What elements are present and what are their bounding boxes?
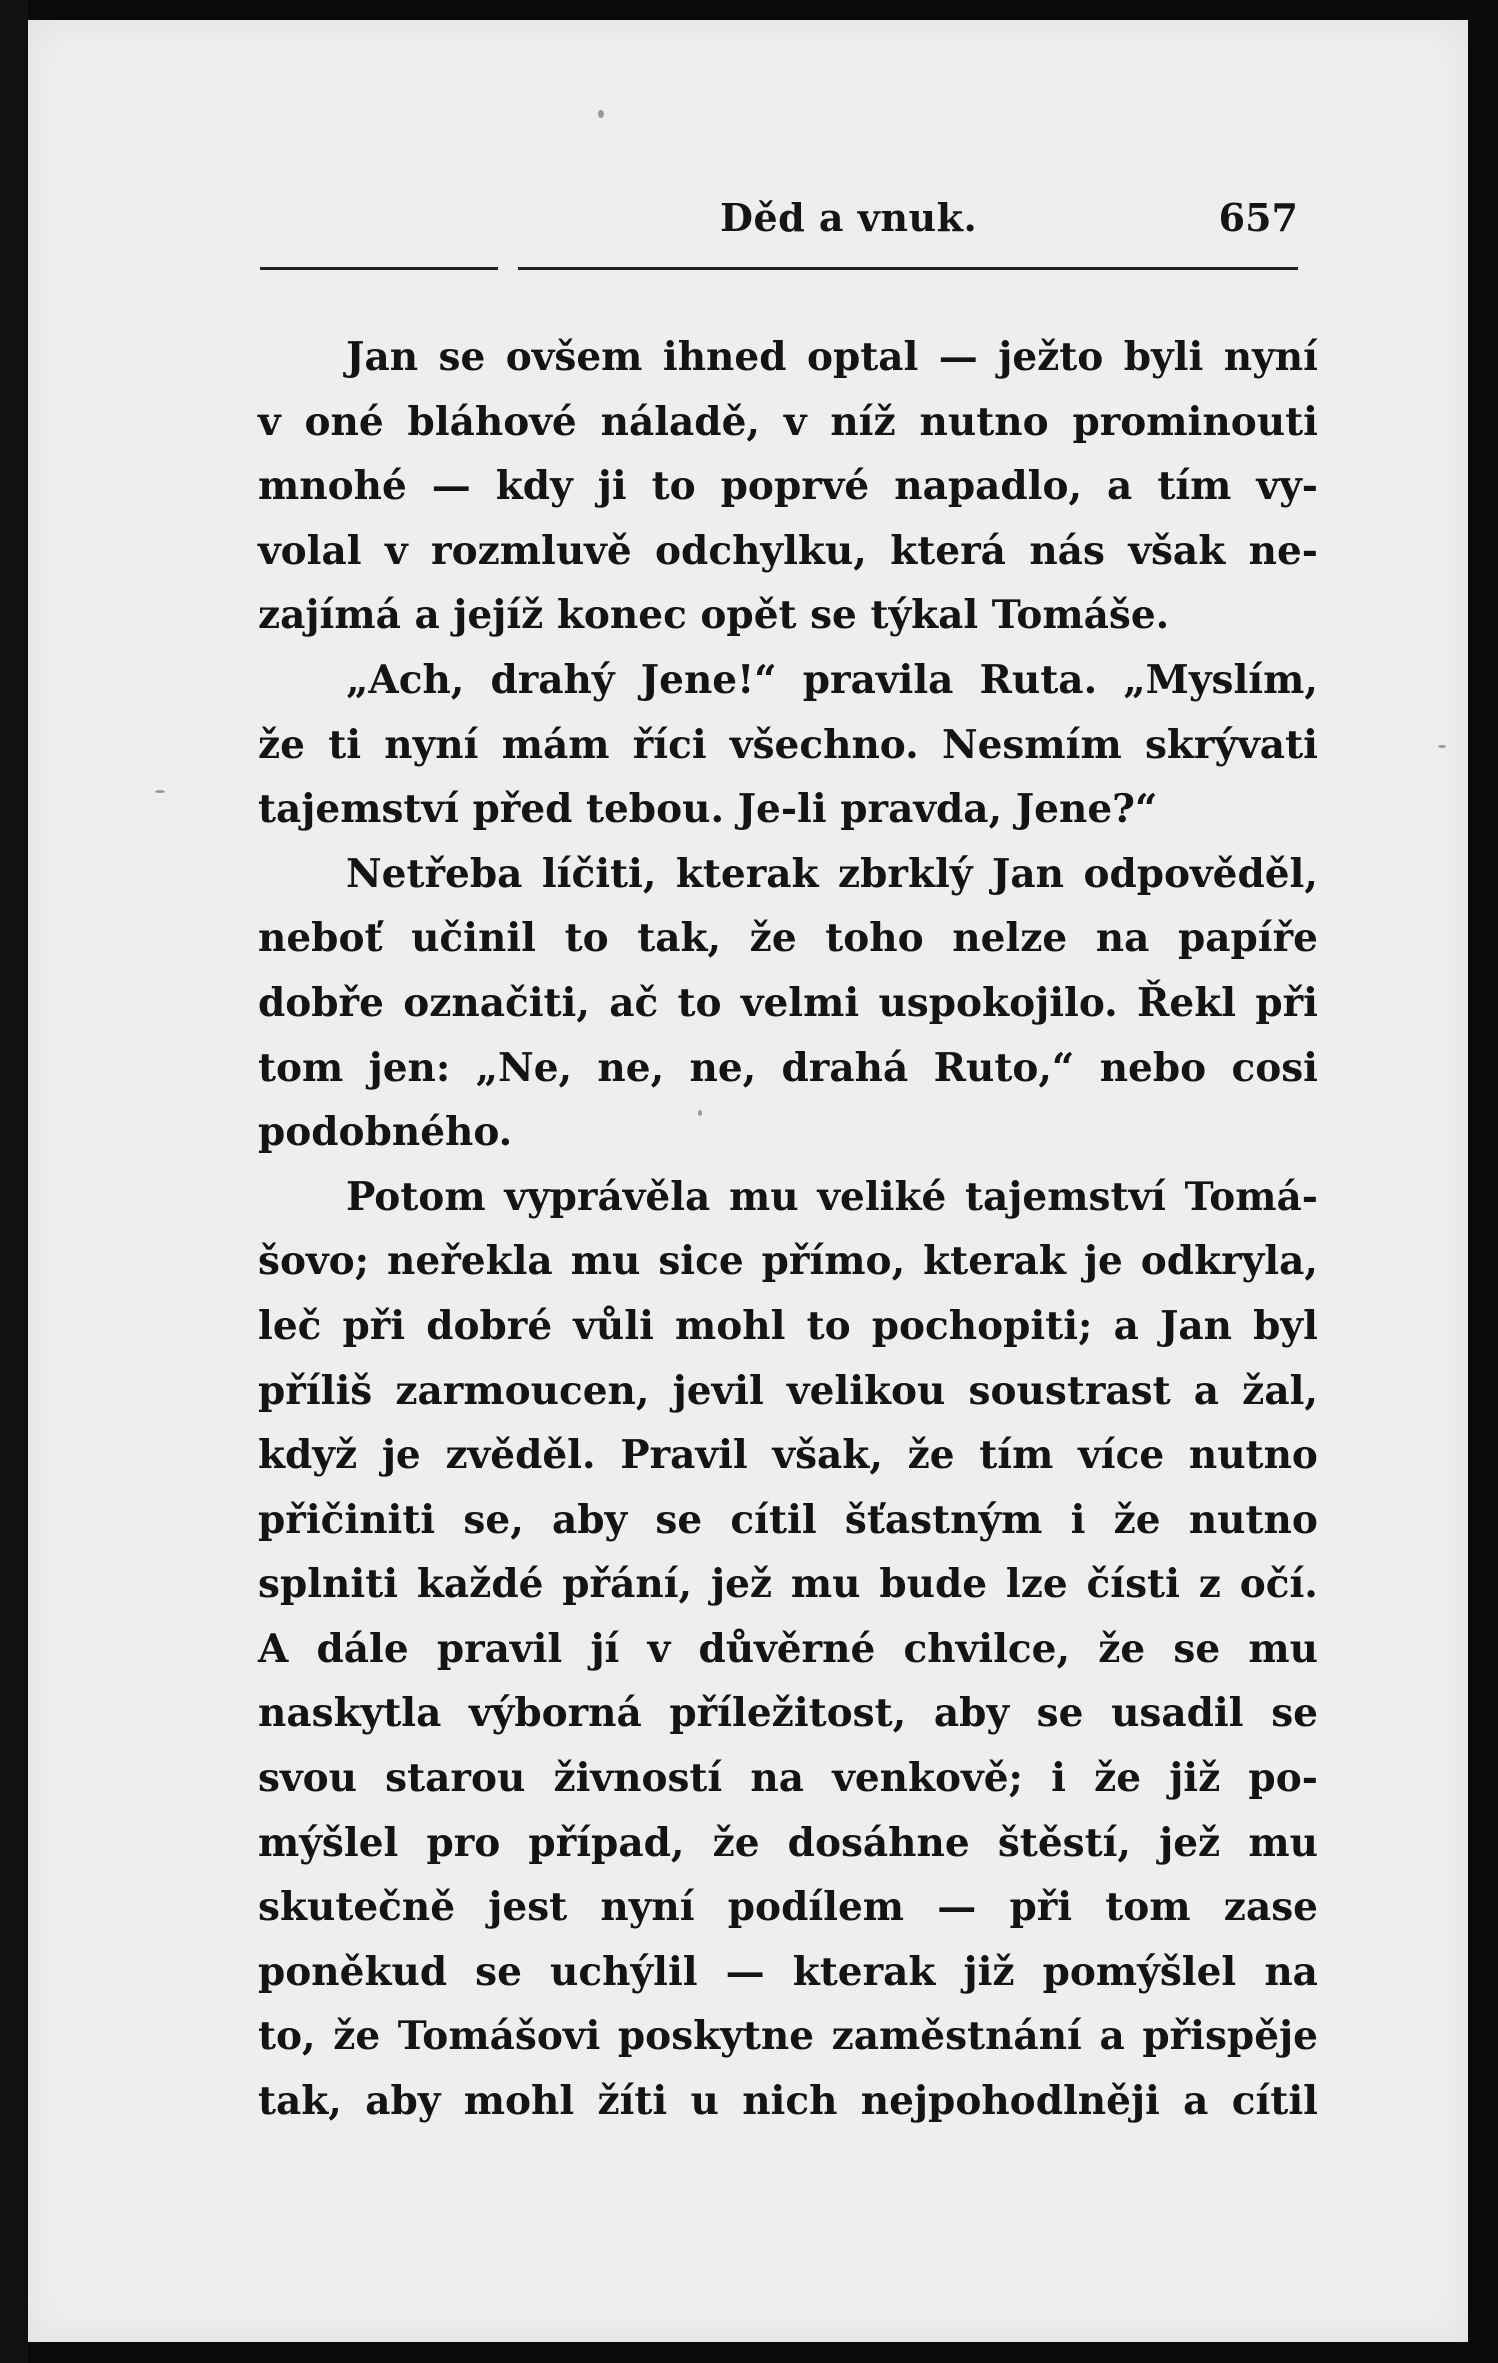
text-line: A dále pravil jí v důvěrné chvilce, že se mu bbox=[258, 1625, 1318, 1672]
paper-speck bbox=[598, 110, 604, 118]
text-line: leč při dobré vůli mohl to pochopiti; a Jan byl bbox=[258, 1302, 1318, 1349]
paper-speck bbox=[155, 790, 165, 793]
paper-speck bbox=[1438, 745, 1446, 748]
text-line: „Ach, drahý Jene!“ pravila Ruta. „Myslím, bbox=[346, 656, 1318, 703]
text-line: tajemství před tebou. Je-li pravda, Jene?“ bbox=[258, 786, 1158, 833]
text-line: zajímá a jejíž konec opět se týkal Tomáše. bbox=[258, 592, 1170, 639]
text-line: naskytla výborná příležitost, aby se usadil se bbox=[258, 1690, 1318, 1737]
header-rule bbox=[260, 267, 498, 270]
text-line: Jan se ovšem ihned optal — ježto byli nyní bbox=[346, 334, 1318, 380]
running-head bbox=[720, 195, 1298, 255]
text-line: příliš zarmoucen, jevil velikou soustrast a žal, bbox=[258, 1367, 1318, 1414]
text-line: to, že Tomášovi poskytne zaměstnání a přispěje bbox=[258, 2013, 1318, 2060]
text-line: podobného. bbox=[258, 1109, 513, 1156]
text-line: Potom vyprávěla mu veliké tajemství Tomá- bbox=[346, 1173, 1318, 1220]
text-line: Netřeba líčiti, kterak zbrklý Jan odpověděl, bbox=[346, 850, 1318, 897]
text-line: skutečně jest nyní podílem — při tom zase bbox=[258, 1884, 1318, 1931]
text-line: šovo; neřekla mu sice přímo, kterak je odkryla, bbox=[258, 1238, 1318, 1285]
text-line: dobře označiti, ač to velmi uspokojilo. Řekl při bbox=[258, 979, 1318, 1026]
text-line: když je zvěděl. Pravil však, že tím více nutno bbox=[258, 1432, 1318, 1479]
text-line: tak, aby mohl žíti u nich nejpohodlněji a cítil bbox=[258, 2078, 1318, 2125]
text-line: splniti každé přání, jež mu bude lze čísti z očí. bbox=[258, 1561, 1318, 1608]
body-text bbox=[258, 325, 1318, 2134]
text-line: mnohé — kdy ji to poprvé napadlo, a tím vy- bbox=[258, 463, 1318, 510]
header-rule bbox=[518, 267, 1298, 270]
page-number: 657 bbox=[1218, 195, 1298, 240]
text-line: svou starou živností na venkově; i že již po- bbox=[258, 1755, 1318, 1802]
text-line: neboť učinil to tak, že toho nelze na papíře bbox=[258, 915, 1318, 962]
text-line: přičiniti se, aby se cítil šťastným i že nutno bbox=[258, 1496, 1318, 1543]
text-line: v oné bláhové náladě, v níž nutno prominouti bbox=[258, 398, 1318, 445]
text-line: že ti nyní mám říci všechno. Nesmím skrývati bbox=[258, 721, 1318, 768]
text-line: volal v rozmluvě odchylku, která nás však ne- bbox=[258, 527, 1318, 574]
text-line: tom jen: „Ne, ne, ne, drahá Ruto,“ nebo cosi bbox=[258, 1044, 1318, 1091]
text-line: mýšlel pro případ, že dosáhne štěstí, jež mu bbox=[258, 1819, 1318, 1866]
scan-dark-edge bbox=[0, 0, 28, 2363]
running-head-title: Děd a vnuk. bbox=[720, 195, 978, 240]
text-line: poněkud se uchýlil — kterak již pomýšlel na bbox=[258, 1948, 1318, 1995]
